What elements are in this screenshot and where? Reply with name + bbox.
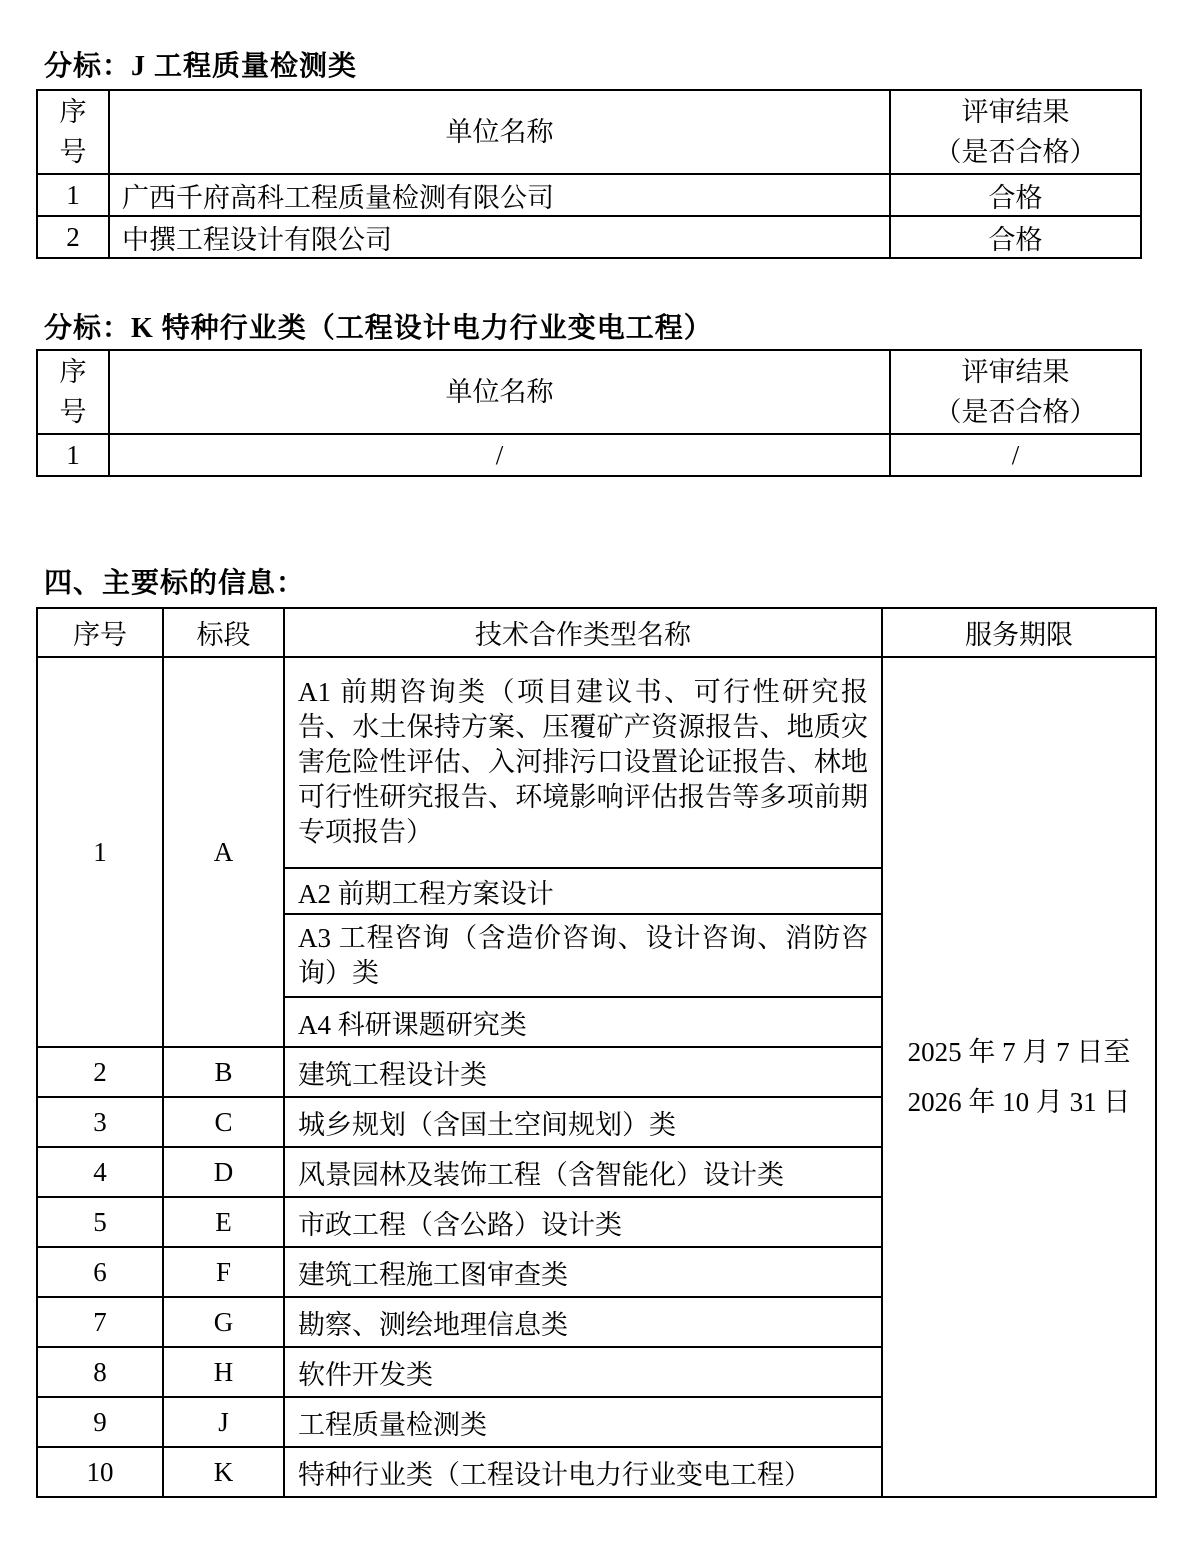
service-period-line1: 2025 年 7 月 7 日至	[907, 1037, 1131, 1067]
type-cell: 城乡规划（含国土空间规划）类	[284, 1097, 882, 1147]
no-cell: 1	[37, 434, 109, 476]
seq-cell: 10	[37, 1447, 163, 1497]
table-header-row	[37, 350, 1141, 434]
lot-cell: J	[163, 1397, 284, 1447]
col-header-no-line2: 号	[59, 137, 87, 167]
main-info-table	[36, 607, 1157, 1498]
section-j-table	[36, 89, 1142, 259]
section-j-heading: 分标：J 工程质量检测类	[44, 51, 358, 82]
col-header-period: 服务期限	[882, 608, 1156, 657]
col-header-seq: 序号	[37, 608, 163, 657]
type-cell: 建筑工程设计类	[284, 1047, 882, 1097]
unit-cell: /	[109, 434, 890, 476]
result-cell: /	[890, 434, 1141, 476]
seq-cell: 6	[37, 1247, 163, 1297]
col-header-unit: 单位名称	[109, 90, 890, 174]
lot-cell: D	[163, 1147, 284, 1197]
unit-cell: 中撰工程设计有限公司	[109, 216, 890, 258]
no-cell: 1	[37, 174, 109, 216]
result-cell: 合格	[890, 174, 1141, 216]
seq-cell: 9	[37, 1397, 163, 1447]
type-cell: A3 工程咨询（含造价咨询、设计咨询、消防咨询）类	[284, 914, 882, 997]
seq-cell: 3	[37, 1097, 163, 1147]
type-cell: 工程质量检测类	[284, 1397, 882, 1447]
result-cell: 合格	[890, 216, 1141, 258]
seq-cell: 2	[37, 1047, 163, 1097]
lot-cell: F	[163, 1247, 284, 1297]
type-cell: 特种行业类（工程设计电力行业变电工程）	[284, 1447, 882, 1497]
lot-cell: K	[163, 1447, 284, 1497]
table-header-row	[37, 608, 1156, 657]
lot-cell: E	[163, 1197, 284, 1247]
lot-cell: A	[163, 657, 284, 1047]
seq-cell: 4	[37, 1147, 163, 1197]
col-header-no-line2: 号	[59, 397, 87, 427]
lot-cell: B	[163, 1047, 284, 1097]
type-cell: 软件开发类	[284, 1347, 882, 1397]
col-header-result	[890, 350, 1141, 434]
unit-cell: 广西千府高科工程质量检测有限公司	[109, 174, 890, 216]
section-k-table	[36, 349, 1142, 477]
service-period-line2: 2026 年 10 月 31 日	[907, 1087, 1131, 1117]
seq-cell: 7	[37, 1297, 163, 1347]
col-header-type: 技术合作类型名称	[284, 608, 882, 657]
no-cell: 2	[37, 216, 109, 258]
col-header-result	[890, 90, 1141, 174]
table-row	[37, 216, 1141, 258]
col-header-no-line1: 序	[59, 97, 87, 127]
type-cell: 风景园林及装饰工程（含智能化）设计类	[284, 1147, 882, 1197]
col-header-result-line2: （是否合格）	[934, 137, 1097, 167]
col-header-result-line1: 评审结果	[961, 97, 1070, 127]
type-cell: A2 前期工程方案设计	[284, 868, 882, 914]
type-cell: 勘察、测绘地理信息类	[284, 1297, 882, 1347]
type-cell: 建筑工程施工图审查类	[284, 1247, 882, 1297]
col-header-result-line1: 评审结果	[961, 357, 1070, 387]
lot-cell: C	[163, 1097, 284, 1147]
table-header-row	[37, 90, 1141, 174]
col-header-result-line2: （是否合格）	[934, 397, 1097, 427]
lot-cell: G	[163, 1297, 284, 1347]
lot-cell: H	[163, 1347, 284, 1397]
type-cell: A4 科研课题研究类	[284, 997, 882, 1047]
type-cell: A1 前期咨询类（项目建议书、可行性研究报告、水土保持方案、压覆矿产资源报告、地质灾害危险性评估、入河排污口设置论证报告、林地可行性研究报告、环境影响评估报告等多项前期专项报告）	[284, 657, 882, 868]
seq-cell: 1	[37, 657, 163, 1047]
main-info-heading: 四、主要标的信息：	[44, 568, 306, 599]
col-header-no	[37, 350, 109, 434]
col-header-no	[37, 90, 109, 174]
col-header-unit: 单位名称	[109, 350, 890, 434]
seq-cell: 8	[37, 1347, 163, 1397]
table-row	[37, 657, 1156, 868]
col-header-no-line1: 序	[59, 357, 87, 387]
section-k-heading: 分标：K 特种行业类（工程设计电力行业变电工程）	[44, 313, 713, 344]
table-row	[37, 434, 1141, 476]
seq-cell: 5	[37, 1197, 163, 1247]
service-period-cell	[882, 657, 1156, 1497]
table-row	[37, 174, 1141, 216]
col-header-lot: 标段	[163, 608, 284, 657]
type-cell: 市政工程（含公路）设计类	[284, 1197, 882, 1247]
